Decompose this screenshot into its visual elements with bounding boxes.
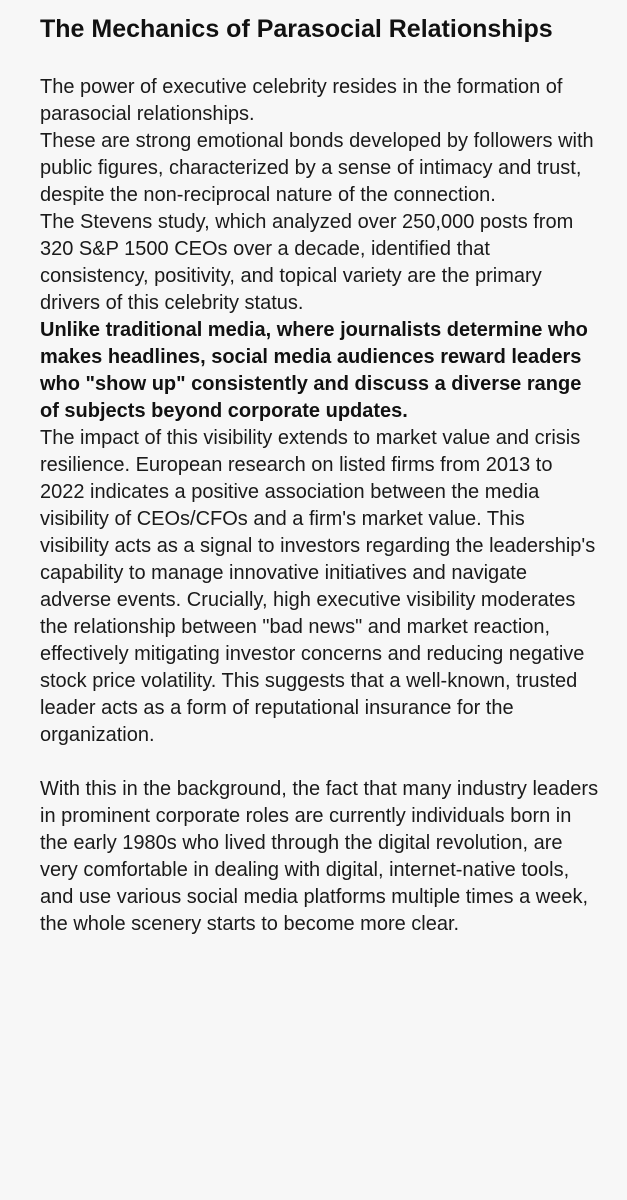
article-title: The Mechanics of Parasocial Relationships (40, 15, 553, 43)
article-body (40, 74, 599, 938)
paragraph-intro: The power of executive celebrity resides in the formation of parasocial relationships. (40, 76, 563, 125)
paragraph-definition: These are strong emotional bonds developed by followers with public figures, characterized by a sense of intimacy and trust, despite the non-reciprocal nature of the connection. (40, 130, 594, 206)
paragraph-conclusion: With this in the background, the fact that many industry leaders in prominent corporate roles are currently individuals born in the early 1980s who lived through the digital revolution, are very comfortable in dealing with digital, internet-native tools, and use various social media platforms multiple times a week, the whole scenery starts to become more clear. (40, 778, 599, 935)
paragraph-highlight: Unlike traditional media, where journalists determine who makes headlines, social media audiences reward leaders who "show up" consistently and discuss a diverse range of subjects beyond corporate updates. (40, 319, 588, 422)
paragraph-market-value: The impact of this visibility extends to market value and crisis resilience. European research on listed firms from 2013 to 2022 indicates a positive association between the media visibility of CEOs/CFOs and a firm's market value. This visibility acts as a signal to investors regarding the leadership's capability to manage innovative initiatives and navigate adverse events. Crucially, high executive visibility moderates the relationship between "bad news" and market reaction, effectively mitigating investor concerns and reducing negative stock price volatility. This suggests that a well-known, trusted leader acts as a form of reputational insurance for the organization. (40, 427, 596, 746)
paragraph-stevens-study: The Stevens study, which analyzed over 250,000 posts from 320 S&P 1500 CEOs over a decade, identified that consistency, positivity, and topical variety are the primary drivers of this celebrity status. (40, 211, 574, 314)
